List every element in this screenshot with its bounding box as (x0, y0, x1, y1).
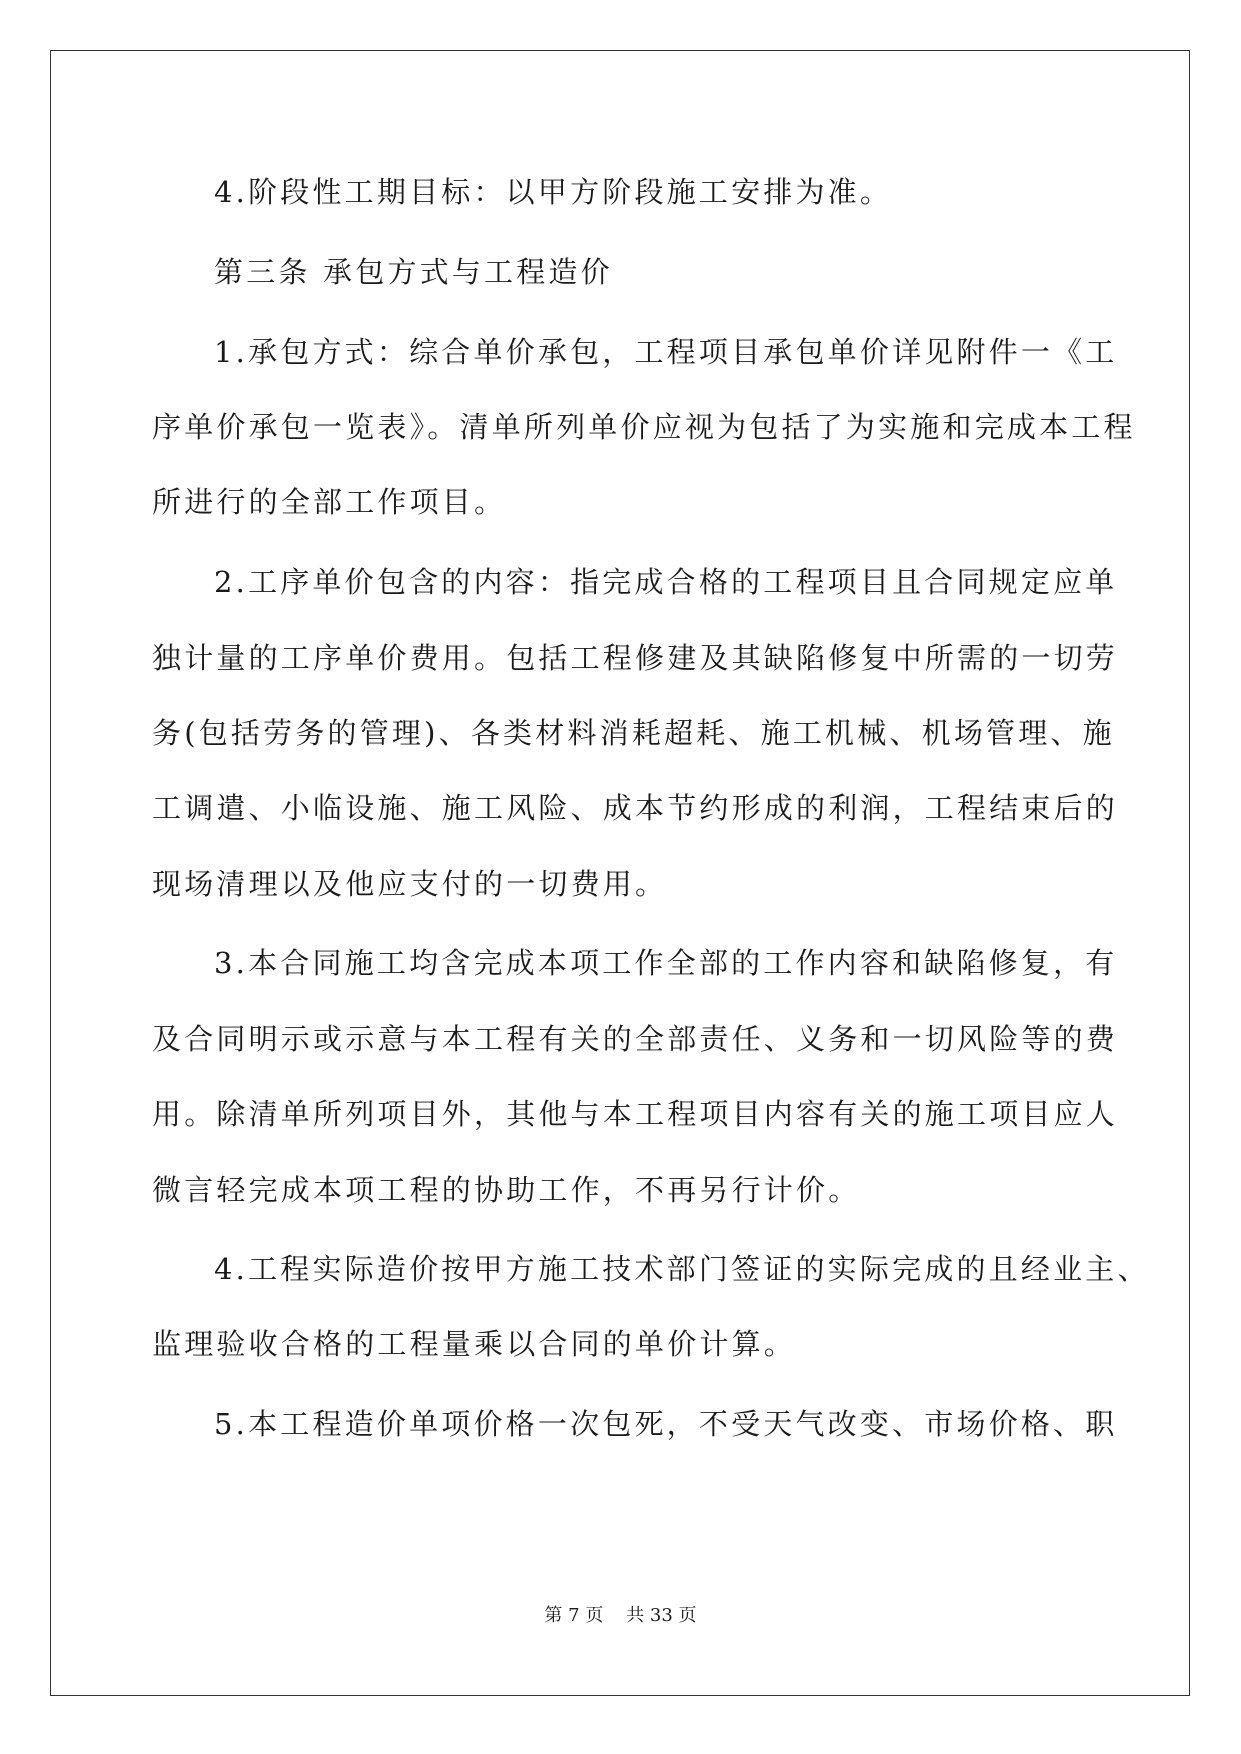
paragraph-line: 序单价承包一览表》。清单所列单价应视为包括了为实施和完成本工程 (152, 410, 1136, 444)
paragraph-line: 所进行的全部工作项目。 (152, 485, 507, 519)
paragraph-line: 1.承包方式：综合单价承包，工程项目承包单价详见附件一《工 (214, 335, 1118, 369)
paragraph-line: 及合同明示或示意与本工程有关的全部责任、义务和一切风险等的费 (152, 1022, 1119, 1056)
page-number-label: 第 7 页 共 33 页 (544, 1605, 697, 1626)
paragraph-line: 用。除清单所列项目外，其他与本工程项目内容有关的施工项目应人 (152, 1097, 1119, 1131)
paragraph-line: 工调遣、小临设施、施工风险、成本节约形成的利润，工程结束后的 (152, 791, 1119, 825)
paragraph-line: 4.阶段性工期目标：以甲方阶段施工安排为准。 (214, 175, 893, 209)
section-heading: 第三条 承包方式与工程造价 (214, 255, 613, 289)
paragraph-line: 2.工序单价包含的内容：指完成合格的工程项目且合同规定应单 (214, 565, 1118, 599)
paragraph-line: 5.本工程造价单项价格一次包死，不受天气改变、市场价格、职 (214, 1407, 1118, 1441)
paragraph-line: 3.本合同施工均含完成本项工作全部的工作内容和缺陷修复，有 (214, 946, 1118, 980)
paragraph-line: 现场清理以及他应支付的一切费用。 (152, 867, 668, 901)
paragraph-line: 微言轻完成本项工程的协助工作，不再另行计价。 (152, 1173, 861, 1207)
paragraph-line: 独计量的工序单价费用。包括工程修建及其缺陷修复中所需的一切劳 (152, 641, 1119, 675)
paragraph-line: 4.工程实际造价按甲方施工技术部门签证的实际完成的且经业主、 (214, 1252, 1150, 1286)
paragraph-line: 务(包括劳务的管理)、各类材料消耗超耗、施工机械、机场管理、施 (152, 716, 1115, 750)
paragraph-line: 监理验收合格的工程量乘以合同的单价计算。 (152, 1327, 797, 1361)
page-footer (0, 1604, 1241, 1628)
